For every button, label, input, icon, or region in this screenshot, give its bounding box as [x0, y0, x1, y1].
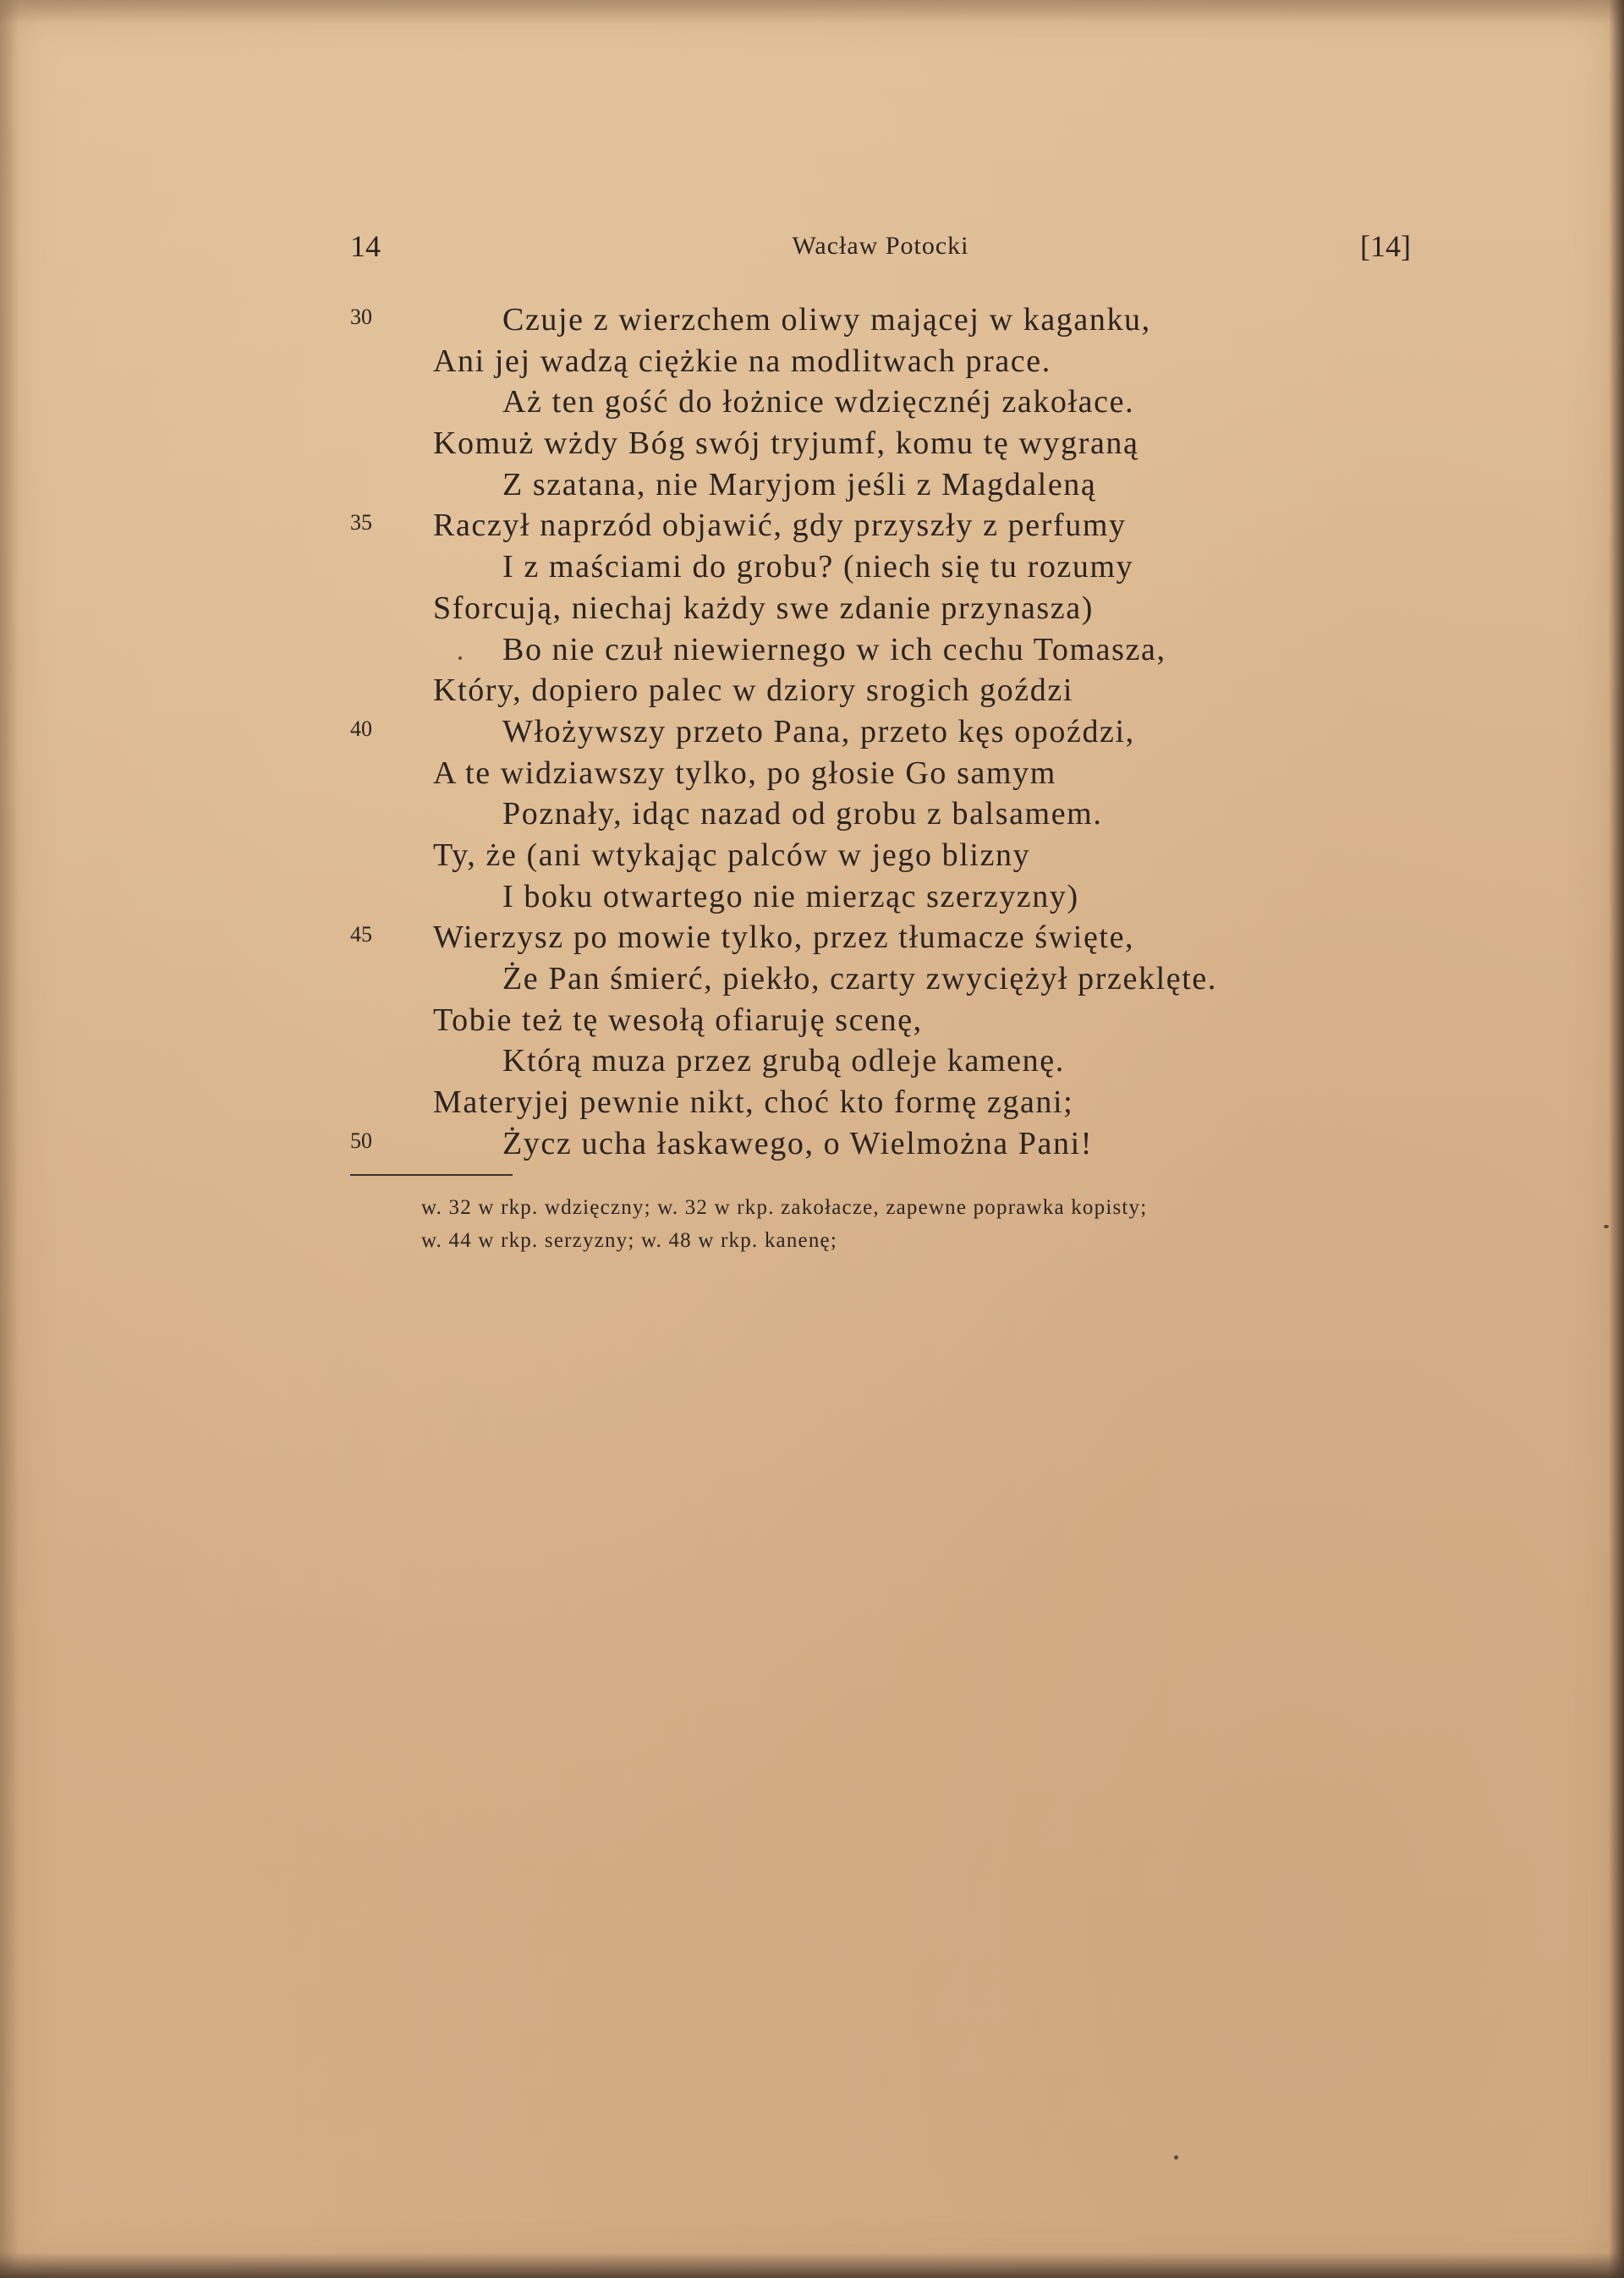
verse-line	[0, 670, 1624, 711]
verse-line	[0, 299, 1624, 341]
page-edge-top	[0, 0, 1624, 24]
verse-line	[0, 1000, 1624, 1041]
verse-line	[0, 464, 1624, 506]
verse-line	[0, 629, 1624, 671]
page-number: 14	[350, 229, 381, 263]
verse-text: Raczył naprzód objawić, gdy przyszły z perfumy	[433, 508, 1127, 544]
verse-text: I boku otwartego nie mierząc szerzyzny)	[502, 878, 1079, 914]
verse-text: Poznały, idąc nazad od grobu z balsamem.	[502, 796, 1103, 832]
verse-line	[0, 588, 1624, 629]
verse-text: Tobie też tę wesołą ofiaruję scenę,	[433, 1002, 923, 1038]
verse-text: Że Pan śmierć, piekło, czarty zwyciężył przeklęte.	[502, 961, 1217, 996]
verse-text: Życz ucha łaskawego, o Wielmożna Pani!	[502, 1125, 1094, 1161]
verse-text: Którą muza przez grubą odleje kamenę.	[502, 1043, 1065, 1079]
verse-text: Materyjej pewnie nikt, choć kto formę zgani;	[433, 1084, 1074, 1121]
verse-text: A te widziawszy tylko, po głosie Go samym	[433, 755, 1056, 791]
footnotes	[421, 1191, 1436, 1257]
line-number: 45	[350, 922, 372, 947]
verse-text: Który, dopiero palec w dziory srogich goździ	[433, 672, 1073, 709]
verse-line	[0, 381, 1624, 423]
verse-line	[0, 1040, 1624, 1082]
verse-text: Ty, że (ani wtykając palców w jego blizny	[433, 837, 1031, 873]
verse-text: Włożywszy przeto Pana, przeto kęs opoździ,	[502, 713, 1135, 749]
verse-line	[0, 753, 1624, 794]
paper-speck	[1174, 2155, 1178, 2160]
verse-line	[0, 423, 1624, 464]
verse-text: Komuż wżdy Bóg swój tryjumf, komu tę wygraną	[433, 425, 1139, 462]
verse-line	[0, 1123, 1624, 1165]
verse-line	[0, 793, 1624, 835]
verse-text: Czuje z wierzchem oliwy mającej w kaganku,	[502, 302, 1151, 338]
line-number: 35	[350, 510, 372, 535]
line-number: 30	[350, 305, 372, 329]
paper-speck	[1604, 1225, 1609, 1228]
verse-line	[0, 341, 1624, 382]
footnote-rule	[350, 1174, 513, 1176]
verse-line	[0, 917, 1624, 958]
verse-line	[0, 835, 1624, 876]
verse-text: I z maściami do grobu? (niech się tu rozumy	[502, 549, 1134, 585]
verse-text: Sforcują, niechaj każdy swe zdanie przynasza)	[433, 590, 1094, 626]
bracketed-page-number: [14]	[1360, 229, 1411, 263]
verse-line	[0, 711, 1624, 753]
verse-text: Wierzysz po mowie tylko, przez tłumacze święte,	[433, 919, 1135, 956]
verse-line	[0, 1082, 1624, 1123]
footnote-line: w. 44 w rkp. serzyzny; w. 48 w rkp. kanenę;	[421, 1229, 837, 1252]
author-name: Wacław Potocki	[792, 232, 969, 260]
paper-speck	[458, 656, 462, 660]
running-head	[350, 228, 1411, 266]
verse-line	[0, 546, 1624, 588]
verse-line	[0, 505, 1624, 546]
line-number: 40	[350, 716, 372, 741]
page-edge-bottom	[0, 2253, 1624, 2278]
footnote-line: w. 32 w rkp. wdzięczny; w. 32 w rkp. zakołacze, zapewne poprawka kopisty;	[421, 1196, 1148, 1219]
verse-text: Aż ten gość do łożnice wdzięcznéj zakołace.	[502, 384, 1135, 420]
verse-text: Bo nie czuł niewiernego w ich cechu Tomasza,	[502, 631, 1166, 667]
verse-line	[0, 876, 1624, 918]
verse-text: Ani jej wadzą ciężkie na modlitwach prace.	[433, 343, 1051, 379]
verse-text: Z szatana, nie Maryjom jeśli z Magdaleną	[502, 466, 1097, 502]
line-number: 50	[350, 1128, 372, 1153]
poem	[0, 299, 1624, 1164]
verse-line	[0, 958, 1624, 1000]
